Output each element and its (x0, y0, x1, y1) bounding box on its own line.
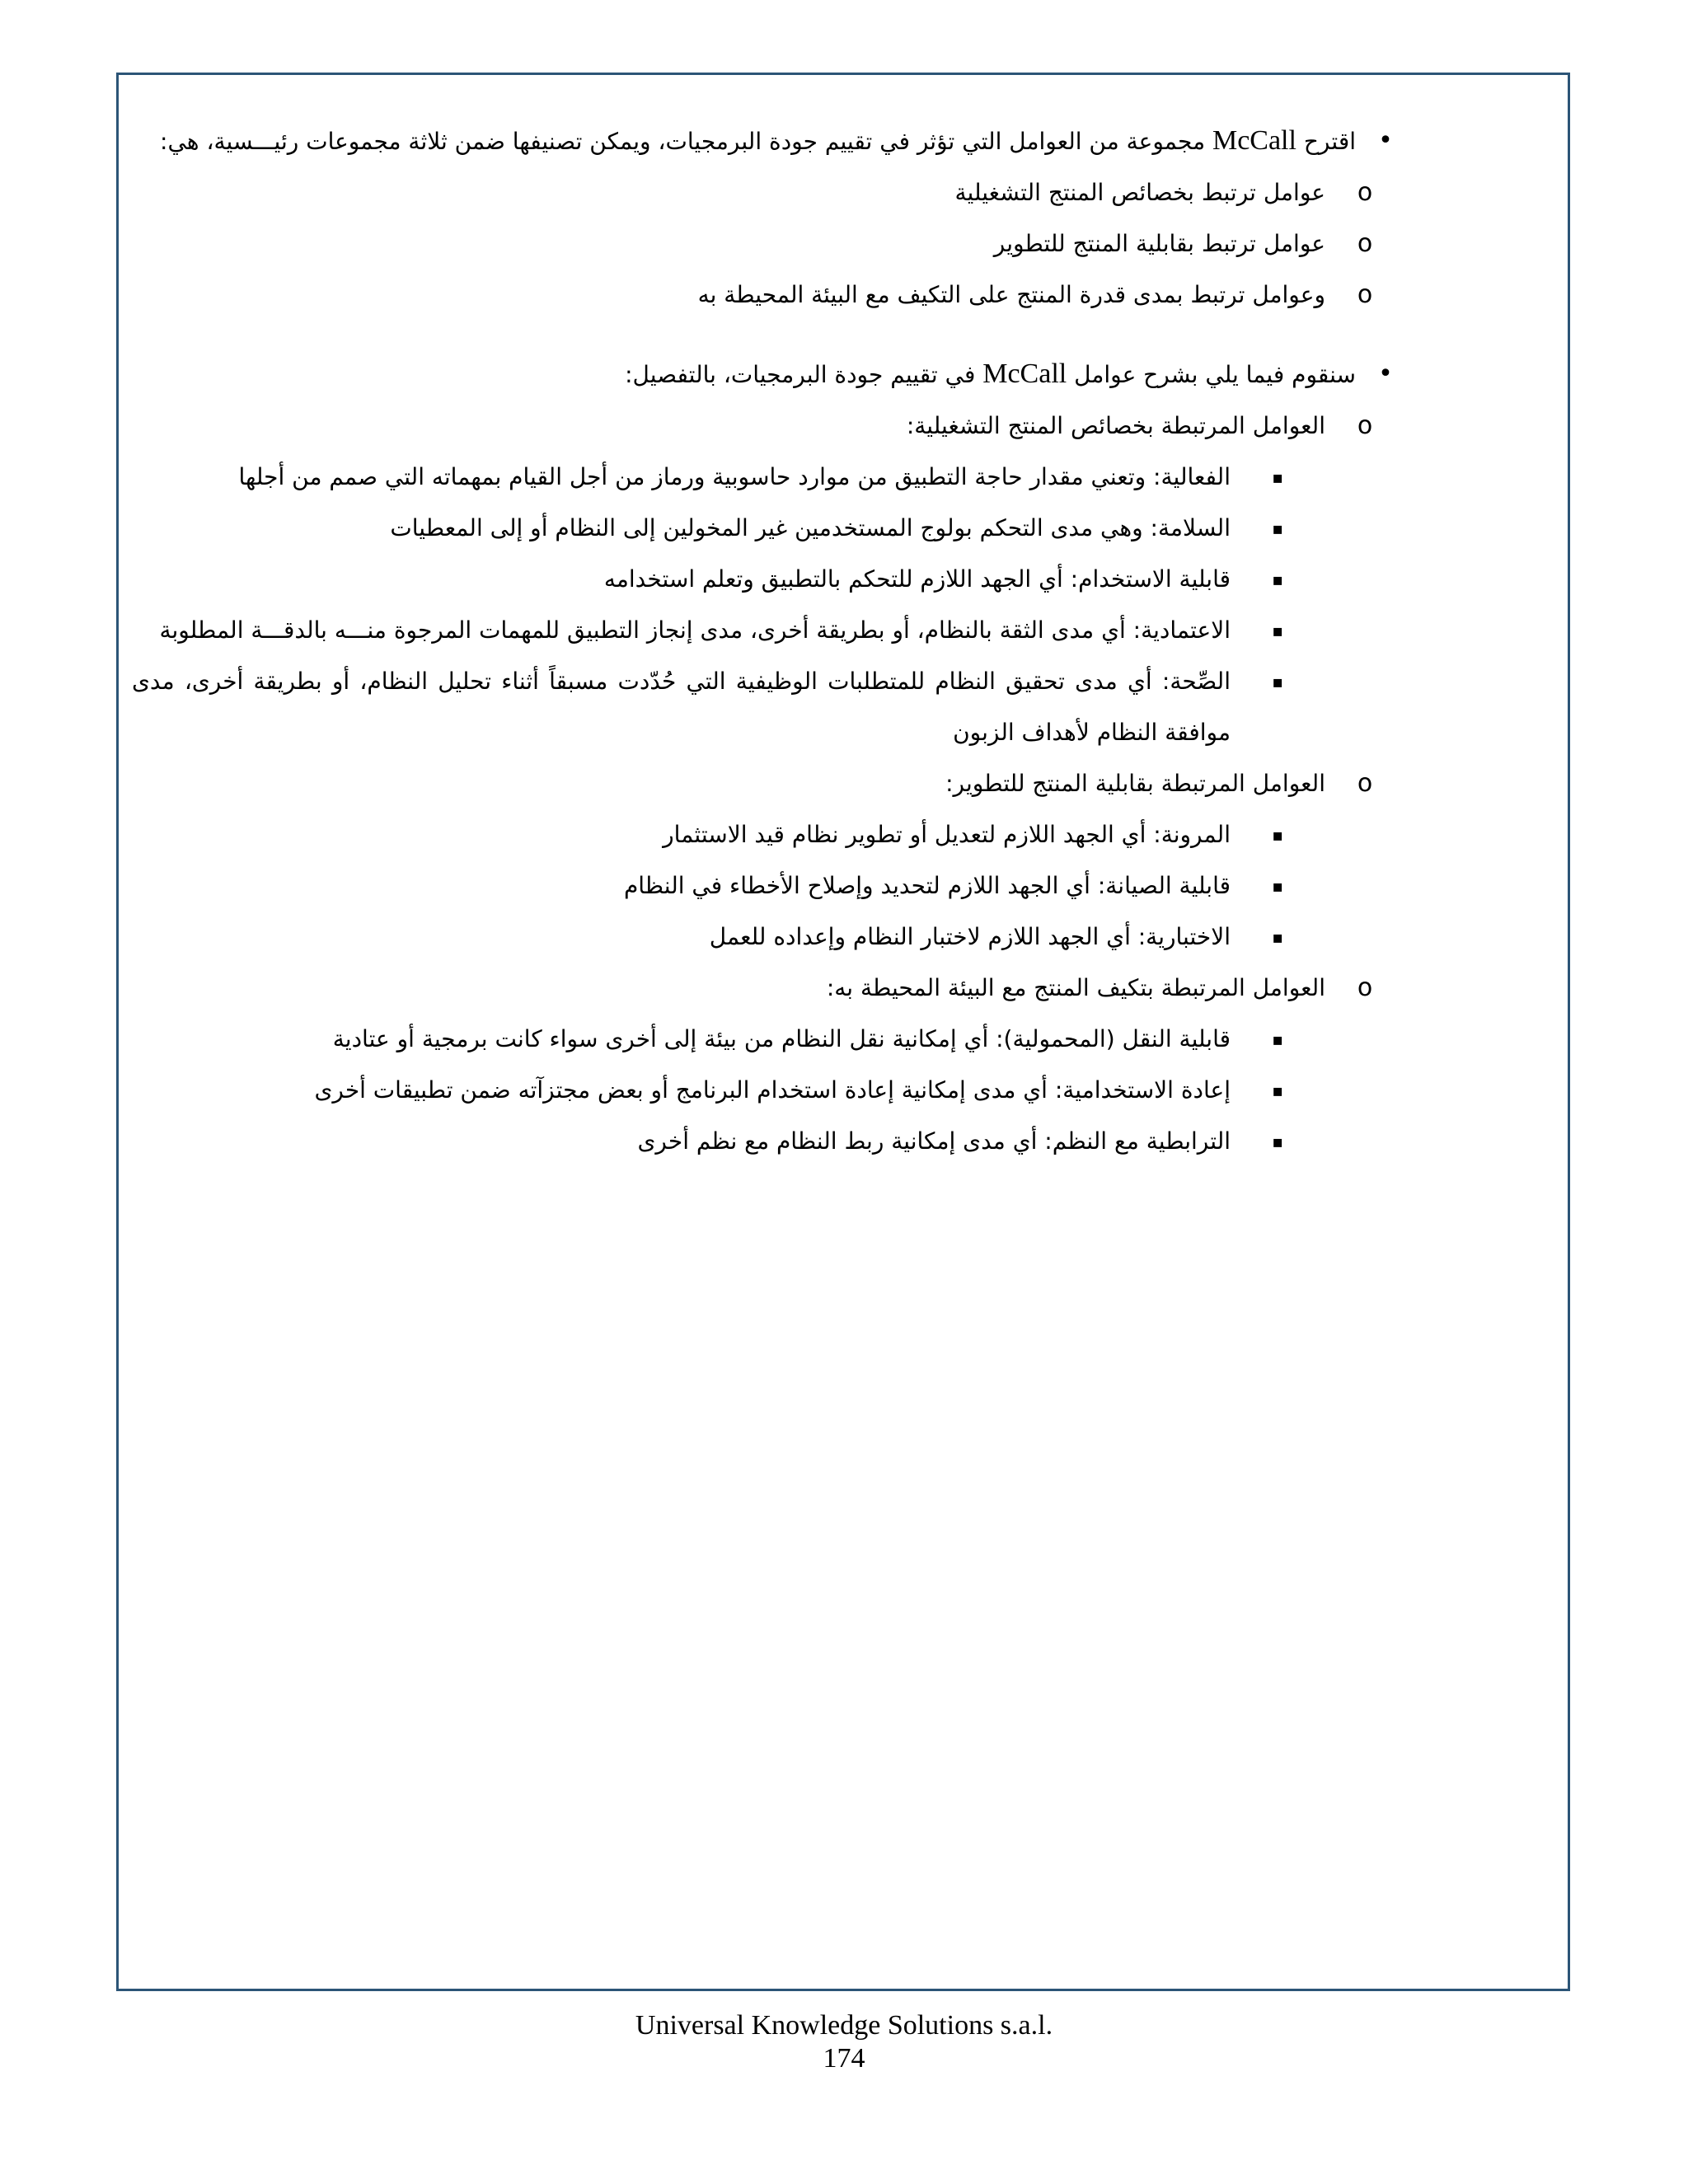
square-marker: ▪ (1272, 621, 1283, 640)
main-bullet-list (132, 115, 1418, 1167)
list-item (132, 167, 1418, 218)
intro-bullet (132, 115, 1418, 321)
list-item-text: الصِّحة: أي مدى تحقيق النظام للمتطلبات الوظيفية التي حُدّدت مسبقاً أثناء تحليل النظام، أو بطريقة أخرى، مدى موافقة النظام لأهداف الزبون (132, 668, 1231, 746)
list-item (132, 554, 1418, 605)
square-marker: ▪ (1272, 825, 1283, 845)
factor-group-adaptation (132, 963, 1418, 1167)
factor-group-development (132, 758, 1418, 963)
square-marker: ▪ (1272, 518, 1283, 538)
list-item-text: قابلية الاستخدام: أي الجهد اللازم للتحكم بالتطبيق وتعلم استخدامه (603, 565, 1231, 593)
list-item-text: وعوامل ترتبط بمدى قدرة المنتج على التكيف مع البيئة المحيطة به (697, 281, 1325, 308)
intro-sub-list (132, 167, 1418, 321)
list-item (132, 809, 1418, 860)
list-item-text: الترابطية مع النظم: أي مدى إمكانية ربط النظام مع نظم أخرى (637, 1127, 1231, 1155)
list-item (132, 605, 1418, 656)
detail-paragraph (132, 349, 1356, 401)
footer-company: Universal Knowledge Solutions s.a.l. (635, 2010, 1053, 2041)
factor-groups-list (132, 401, 1418, 1167)
factor-group-operational (132, 401, 1418, 758)
square-marker: ▪ (1272, 672, 1283, 691)
group-title: العوامل المرتبطة بقابلية المنتج للتطوير: (945, 770, 1325, 797)
square-marker: ▪ (1272, 876, 1283, 896)
list-item-text: عوامل ترتبط بخصائص المنتج التشغيلية (954, 179, 1325, 206)
list-item-text: المرونة: أي الجهد اللازم لتعديل أو تطوير نظام قيد الاستثمار (663, 821, 1231, 848)
adaptation-factors-list (132, 1014, 1418, 1167)
list-item (132, 1065, 1418, 1116)
list-item (132, 656, 1418, 758)
list-item (132, 1014, 1418, 1065)
square-marker: ▪ (1272, 569, 1283, 589)
development-factors-list (132, 809, 1418, 963)
circle-marker: o (1357, 973, 1373, 1002)
list-item-text: الاعتمادية: أي مدى الثقة بالنظام، أو بطريقة أخرى، مدى إنجاز التطبيق للمهمات المرجوة منـــه بالدقـــة المطلوبة (159, 616, 1231, 644)
intro-text-before: اقترح (1296, 128, 1356, 155)
page-footer (0, 2009, 1688, 2075)
list-item-text: قابلية النقل (المحمولية): أي إمكانية نقل النظام من بيئة إلى أخرى سواء كانت برمجية أو عتادية (332, 1025, 1231, 1052)
list-item (132, 1116, 1418, 1167)
list-item-text: الفعالية: وتعني مقدار حاجة التطبيق من موارد حاسوبية ورماز من أجل القيام بمهماته التي صمم من أجلها (238, 463, 1231, 490)
detail-text-before: سنقوم فيما يلي بشرح عوامل (1067, 361, 1356, 388)
intro-paragraph (132, 115, 1356, 167)
circle-marker: o (1357, 411, 1373, 440)
square-marker: ▪ (1272, 927, 1283, 947)
list-item-text: الاختبارية: أي الجهد اللازم لاختبار النظام وإعداده للعمل (709, 923, 1231, 950)
bullet-marker: • (1378, 359, 1393, 388)
list-item (132, 452, 1418, 503)
bullet-marker: • (1378, 126, 1393, 155)
list-item (132, 503, 1418, 554)
list-item (132, 912, 1418, 963)
circle-marker: o (1357, 769, 1373, 798)
page-content (132, 115, 1418, 1167)
list-item-text: إعادة الاستخدامية: أي مدى إمكانية إعادة استخدام البرنامج أو بعض مجتزآته ضمن تطبيقات أخرى (314, 1076, 1231, 1104)
intro-text-after: مجموعة من العوامل التي تؤثر في تقييم جودة البرمجيات، ويمكن تصنيفها ضمن ثلاثة مجموعات رئيـــسية، هي: (160, 128, 1212, 155)
circle-marker: o (1357, 280, 1373, 309)
circle-marker: o (1357, 178, 1373, 207)
list-item (132, 860, 1418, 912)
page-number: 174 (823, 2043, 865, 2074)
list-item-text: قابلية الصيانة: أي الجهد اللازم لتحديد وإصلاح الأخطاء في النظام (623, 872, 1231, 899)
list-item-text: السلامة: وهي مدى التحكم بولوج المستخدمين غير المخولين إلى النظام أو إلى المعطيات (390, 514, 1231, 541)
group-title: العوامل المرتبطة بتكيف المنتج مع البيئة المحيطة به: (826, 974, 1325, 1001)
circle-marker: o (1357, 229, 1373, 258)
square-marker: ▪ (1272, 1080, 1283, 1100)
operational-factors-list (132, 452, 1418, 758)
detail-bullet (132, 349, 1418, 1167)
mccall-name: McCall (982, 359, 1067, 389)
square-marker: ▪ (1272, 1029, 1283, 1049)
detail-text-after: في تقييم جودة البرمجيات، بالتفصيل: (625, 361, 983, 388)
square-marker: ▪ (1272, 467, 1283, 487)
list-item (132, 218, 1418, 269)
group-title: العوامل المرتبطة بخصائص المنتج التشغيلية: (906, 412, 1325, 439)
square-marker: ▪ (1272, 1132, 1283, 1151)
list-item-text: عوامل ترتبط بقابلية المنتج للتطوير (993, 230, 1325, 257)
mccall-name: McCall (1212, 125, 1296, 156)
list-item (132, 269, 1418, 321)
